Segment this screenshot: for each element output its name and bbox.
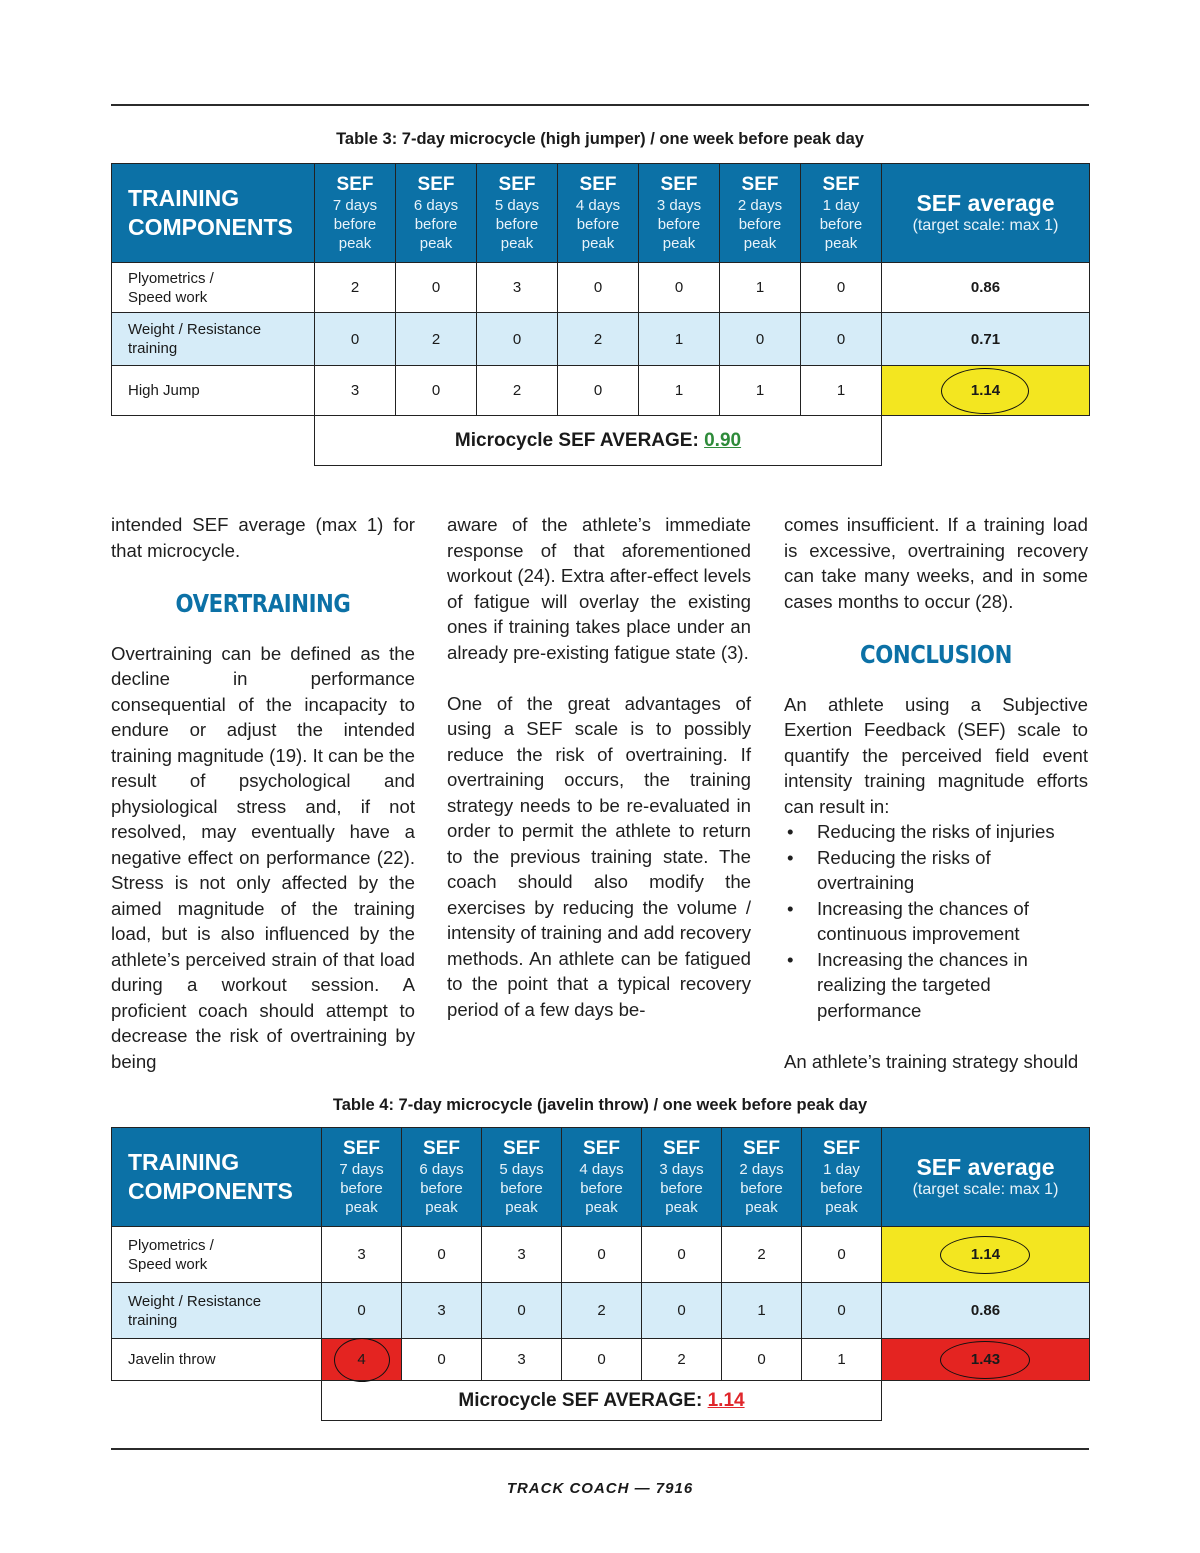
table-row bbox=[112, 313, 1090, 366]
row-label: High Jump bbox=[112, 366, 315, 416]
cell: 0 bbox=[801, 263, 882, 313]
cell: 0 bbox=[720, 313, 801, 366]
bottom-rule bbox=[111, 1448, 1089, 1450]
circled-value: 1.43 bbox=[970, 1351, 1001, 1368]
cell: 0 bbox=[722, 1339, 802, 1381]
cell: 0 bbox=[482, 1283, 562, 1339]
cell: 0 bbox=[315, 313, 396, 366]
cell: 1 bbox=[802, 1339, 882, 1381]
row-label: Weight / Resistance training bbox=[112, 1283, 322, 1339]
spacer bbox=[112, 1381, 322, 1421]
cell: 0 bbox=[802, 1227, 882, 1283]
table3-caption: Table 3: 7-day microcycle (high jumper) / one week before peak day bbox=[336, 130, 864, 148]
cell: 0 bbox=[642, 1283, 722, 1339]
circled-value: 1.14 bbox=[970, 1246, 1001, 1263]
cell: 3 bbox=[482, 1227, 562, 1283]
avg-header: SEF average (target scale: max 1) bbox=[882, 164, 1090, 263]
text-column-1 bbox=[111, 512, 415, 1074]
spacer bbox=[112, 416, 315, 466]
bullet-list bbox=[784, 819, 1088, 1023]
text-column-3 bbox=[784, 512, 1088, 1074]
cell: 2 bbox=[642, 1339, 722, 1381]
cell: 0 bbox=[396, 263, 477, 313]
cell: 0 bbox=[802, 1283, 882, 1339]
cell: 3 bbox=[315, 366, 396, 416]
table-row bbox=[112, 1283, 1090, 1339]
table-row bbox=[112, 1339, 1090, 1381]
avg-cell-highlight bbox=[882, 366, 1090, 416]
list-item: • Reducing the risks of injuries bbox=[784, 819, 1088, 845]
col-header-1d: SEF 1 day before peak bbox=[802, 1128, 882, 1227]
cell: 0 bbox=[558, 263, 639, 313]
cell: 1 bbox=[720, 263, 801, 313]
footer: TRACK COACH — 7916 bbox=[506, 1480, 694, 1497]
cell: 2 bbox=[477, 366, 558, 416]
section-heading-overtraining: OVERTRAINING bbox=[175, 588, 351, 618]
cell: 3 bbox=[322, 1227, 402, 1283]
cell: 0 bbox=[642, 1227, 722, 1283]
top-rule bbox=[111, 104, 1089, 106]
col-header-3d: SEF 3 days before peak bbox=[642, 1128, 722, 1227]
microcycle-average-value: 1.14 bbox=[707, 1389, 745, 1411]
text-column-2 bbox=[447, 512, 751, 1022]
paragraph: Overtraining can be defined as the decline in performance consequential of the incapacity to endure or adjust the intended training magnitude (19). It can be the result of psychological and physiological stress and, if not resolved, may eventually have a negative effect on performance (22). Stress is not only affected by the aimed magnitude of the training load, but is also influenced by the athlete’s perceived strain of that load during a workout session. A proficient coach should attempt to decrease the risk of overtraining by being bbox=[111, 642, 415, 1072]
list-item: • Increasing the chances in realizing the targeted performance bbox=[784, 947, 1088, 1024]
list-item: • Reducing the risks of overtraining bbox=[784, 845, 1088, 896]
cell: 0 bbox=[639, 263, 720, 313]
cell: 2 bbox=[558, 313, 639, 366]
circled-value: 1.14 bbox=[970, 382, 1001, 399]
table3 bbox=[111, 163, 1090, 466]
paragraph: comes insufficient. If a training load is excessive, overtraining recovery can take many weeks, and in some cases months to occur (28). bbox=[784, 514, 1088, 612]
cell: 0 bbox=[396, 366, 477, 416]
avg-header: SEF average (target scale: max 1) bbox=[882, 1128, 1090, 1227]
cell: 0 bbox=[562, 1339, 642, 1381]
microcycle-average: Microcycle SEF AVERAGE: 1.14 bbox=[322, 1381, 882, 1421]
col-header-2d: SEF 2 days before peak bbox=[720, 164, 801, 263]
cell: 1 bbox=[639, 366, 720, 416]
circled-value: 4 bbox=[357, 1351, 366, 1368]
components-header: TRAINING COMPONENTS bbox=[112, 1128, 322, 1227]
avg-cell: 0.86 bbox=[882, 1283, 1090, 1339]
cell: 1 bbox=[722, 1283, 802, 1339]
cell-highlight bbox=[322, 1339, 402, 1381]
paragraph: An athlete’s training strategy should bbox=[784, 1050, 1079, 1072]
cell: 1 bbox=[720, 366, 801, 416]
col-header-6d: SEF 6 days before peak bbox=[402, 1128, 482, 1227]
paragraph: An athlete using a Subjective Exertion Feedback (SEF) scale to quantify the perceived field event intensity training magnitude efforts can result in: bbox=[784, 693, 1088, 817]
cell: 0 bbox=[558, 366, 639, 416]
table4-caption: Table 4: 7-day microcycle (javelin throw) / one week before peak day bbox=[332, 1096, 868, 1114]
components-header: TRAINING COMPONENTS bbox=[112, 164, 315, 263]
cell: 2 bbox=[562, 1283, 642, 1339]
avg-cell-highlight bbox=[882, 1227, 1090, 1283]
cell: 0 bbox=[322, 1283, 402, 1339]
row-label: Plyometrics / Speed work bbox=[112, 263, 315, 313]
table-row bbox=[112, 366, 1090, 416]
col-header-7d: SEF 7 days before peak bbox=[315, 164, 396, 263]
cell: 3 bbox=[482, 1339, 562, 1381]
microcycle-average: Microcycle SEF AVERAGE: 0.90 bbox=[315, 416, 882, 466]
col-header-4d: SEF 4 days before peak bbox=[558, 164, 639, 263]
row-label: Javelin throw bbox=[112, 1339, 322, 1381]
table-row bbox=[112, 1227, 1090, 1283]
avg-cell: 0.86 bbox=[882, 263, 1090, 313]
avg-cell: 0.71 bbox=[882, 313, 1090, 366]
spacer bbox=[882, 416, 1090, 466]
cell: 3 bbox=[402, 1283, 482, 1339]
col-header-7d: SEF 7 days before peak bbox=[322, 1128, 402, 1227]
col-header-5d: SEF 5 days before peak bbox=[477, 164, 558, 263]
paragraph: aware of the athlete’s immediate response of that aforementioned workout (24). Extra after-effect levels of fatigue will overlay the existing ones if training takes place under an already pre-existing fatigue state (3). bbox=[447, 514, 751, 663]
cell: 2 bbox=[396, 313, 477, 366]
list-item: • Increasing the chances of continuous improvement bbox=[784, 896, 1088, 947]
cell: 1 bbox=[801, 366, 882, 416]
col-header-1d: SEF 1 day before peak bbox=[801, 164, 882, 263]
cell: 0 bbox=[402, 1227, 482, 1283]
col-header-4d: SEF 4 days before peak bbox=[562, 1128, 642, 1227]
cell: 0 bbox=[477, 313, 558, 366]
paragraph: One of the great advantages of using a SEF scale is to possibly reduce the risk of overtraining. If overtraining occurs, the training strategy needs to be re-evaluated in order to permit the athlete to return to the previous training state. The coach should also modify the exercises by reducing the volume / intensity of training and add recovery methods. An athlete can be fatigued to the point that a typical recovery period of a few days be- bbox=[447, 692, 751, 1020]
row-label: Plyometrics / Speed work bbox=[112, 1227, 322, 1283]
cell: 2 bbox=[722, 1227, 802, 1283]
table4 bbox=[111, 1127, 1090, 1421]
paragraph: intended SEF average (max 1) for that microcycle. bbox=[111, 514, 415, 561]
microcycle-average-value: 0.90 bbox=[704, 429, 742, 451]
table-row bbox=[112, 263, 1090, 313]
section-heading-conclusion: CONCLUSION bbox=[860, 639, 1012, 669]
col-header-5d: SEF 5 days before peak bbox=[482, 1128, 562, 1227]
row-label: Weight / Resistance training bbox=[112, 313, 315, 366]
cell: 3 bbox=[477, 263, 558, 313]
col-header-3d: SEF 3 days before peak bbox=[639, 164, 720, 263]
col-header-6d: SEF 6 days before peak bbox=[396, 164, 477, 263]
cell: 2 bbox=[315, 263, 396, 313]
col-header-2d: SEF 2 days before peak bbox=[722, 1128, 802, 1227]
avg-cell-highlight bbox=[882, 1339, 1090, 1381]
cell: 0 bbox=[402, 1339, 482, 1381]
spacer bbox=[882, 1381, 1090, 1421]
cell: 0 bbox=[801, 313, 882, 366]
cell: 0 bbox=[562, 1227, 642, 1283]
cell: 1 bbox=[639, 313, 720, 366]
